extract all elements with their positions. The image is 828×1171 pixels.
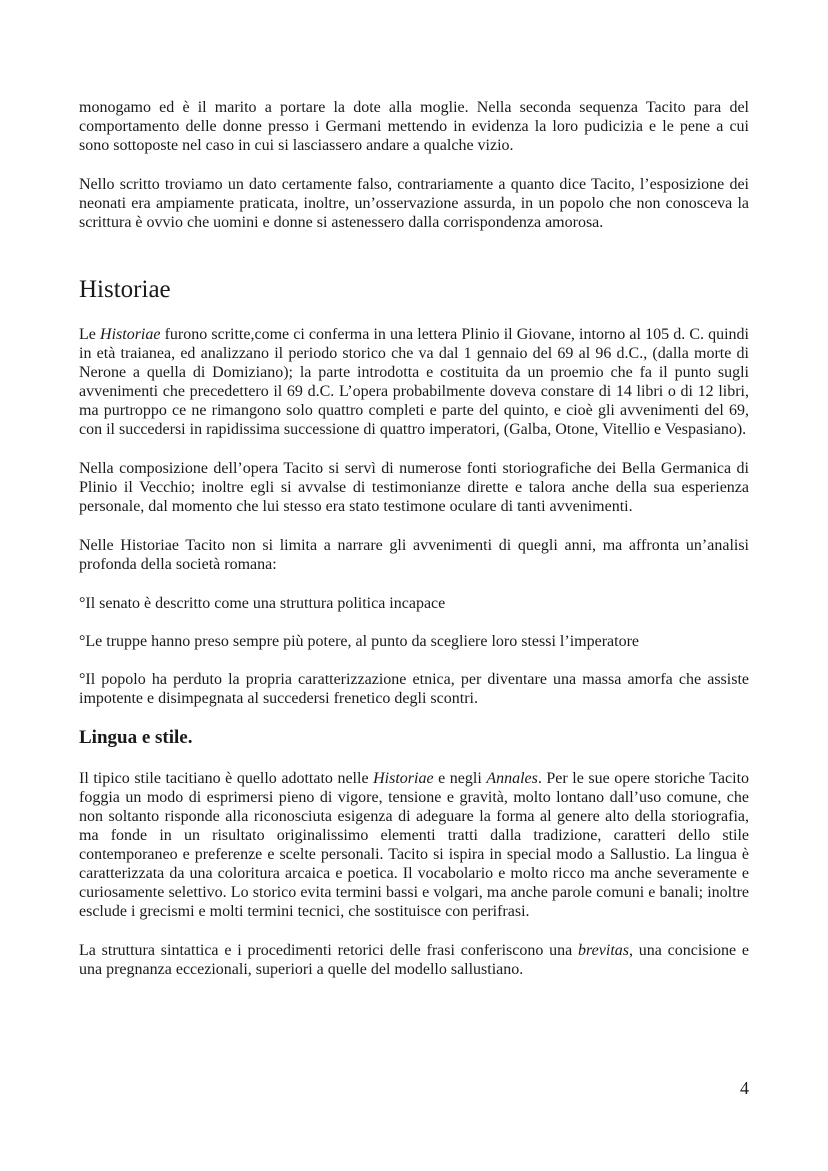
text-segment: . Per le sue opere storiche Tacito foggia un modo di esprimersi pieno di vigore, tensione e gravità, molto lontano dall’uso comune, che non soltanto risponde alla riconosciuta esigenza di adeguare la forma al genere alto della storiografia, ma fonde in un risultato originalissimo elementi tratti dalla tradizione, caratteri dello stile contemporaneo e preferenze e scelte personali. Tacito si ispira in special modo a Sallustio. La lingua è caratterizzata da una coloritura arcaica e poetica. Il vocabolario e molto ricco ma anche severamente e curiosamente selettivo. Lo storico evita termini bassi e volgari, ma anche parole comuni e banali; inoltre esclude i grecismi e molti termini tecnici, che sostituisce con perifrasi.: [79, 770, 750, 920]
list-item: °Il senato è descritto come una struttura politica incapace: [79, 595, 446, 612]
text-segment: , una concisione e una pregnanza eccezionali, superiori a quelle del modello sallustiano.: [79, 942, 749, 978]
lingua-paragraph-1: [79, 769, 749, 921]
historiae-paragraph-3: Nelle Historiae Tacito non si limita a narrare gli avvenimenti di quegli anni, ma affronta un’analisi profonda della società romana:: [79, 537, 749, 573]
list-item: °Le truppe hanno preso sempre più potere, al punto da scegliere loro stessi l’imperatore: [79, 633, 639, 650]
intro-paragraph-1: monogamo ed è il marito a portare la dote alla moglie. Nella seconda sequenza Tacito para del comportamento delle donne presso i Germani mettendo in evidenza la loro pudicizia e le pene a cui sono sottoposte nel caso in cui si lasciassero andare a qualche vizio.: [79, 99, 749, 154]
list-item: °Il popolo ha perduto la propria caratterizzazione etnica, per diventare una massa amorfa che assiste impotente e disimpegnata al succedersi frenetico degli scontri.: [79, 671, 749, 707]
page-number: 4: [740, 1078, 749, 1098]
italic-title: Annales: [486, 770, 538, 787]
section-heading-lingua: Lingua e stile.: [79, 727, 193, 748]
section-heading-historiae: Historiae: [79, 276, 171, 303]
text-segment: Le: [79, 326, 101, 343]
text-segment: furono scritte,come ci conferma in una lettera Plinio il Giovane, intorno al 105 d. C. quindi in età traianea, ed analizzano il periodo storico che va dal 1 gennaio del 69 al 96 d.C., (dalla morte di Nerone a quella di Domiziano); la parte introdotta e costituita da un proemio che fa il punto sugli avvenimenti che precedettero il 69 d.C. L’opera probabilmente doveva constare di 14 libri o di 12 libri, ma purtroppo ce ne rimangono solo quattro completi e parte del quinto, e cioè gli avvenimenti del 69, con il succedersi in rapidissima successione di quattro imperatori, (Galba, Otone, Vitellio e Vespasiano).: [79, 326, 750, 438]
historiae-paragraph-1: [79, 325, 749, 439]
italic-title: Historiae: [373, 770, 434, 787]
document-page: [79, 98, 749, 999]
intro-paragraph-2: Nello scritto troviamo un dato certamente falso, contrariamente a quanto dice Tacito, l’esposizione dei neonati era ampiamente praticata, inoltre, un’osservazione assurda, in un popolo che non conosceva la scrittura è ovvio che uomini e donne si astenessero dalla corrispondenza amorosa.: [79, 176, 749, 231]
text-segment: Il tipico stile tacitiano è quello adottato nelle: [79, 770, 374, 787]
historiae-paragraph-2: Nella composizione dell’opera Tacito si servì di numerose fonti storiografiche dei Bella Germanica di Plinio il Vecchio; inoltre egli si avvalse di testimonianze dirette e talora anche della sua esperienza personale, dal momento che lui stesso era stato testimone oculare di tanti avvenimenti.: [79, 460, 749, 515]
text-segment: e negli: [433, 770, 487, 787]
lingua-paragraph-2: [79, 941, 749, 979]
italic-title: Historiae: [100, 326, 161, 343]
text-segment: La struttura sintattica e i procedimenti retorici delle frasi conferiscono una: [79, 942, 579, 959]
italic-term: brevitas: [578, 942, 629, 959]
